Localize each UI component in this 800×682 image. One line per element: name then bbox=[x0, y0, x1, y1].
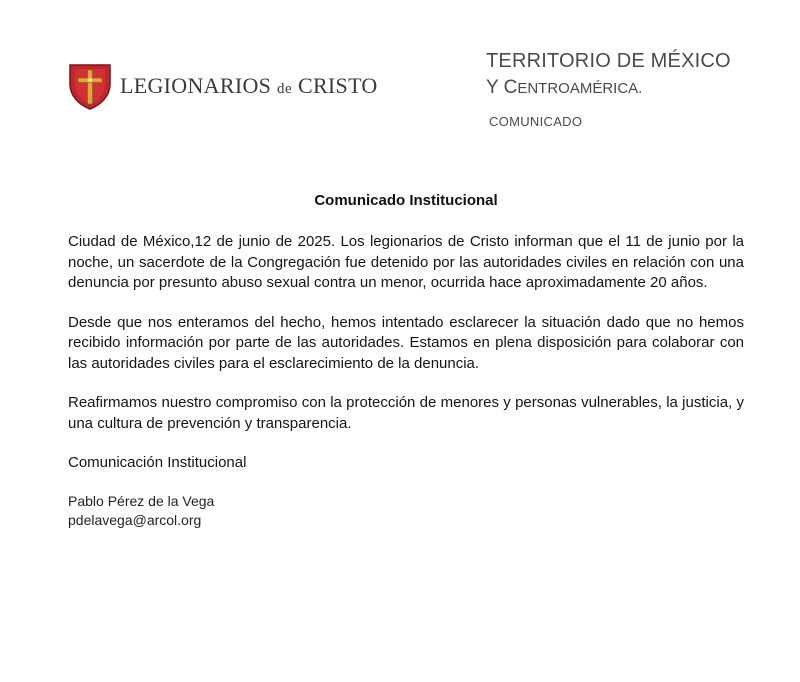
contact-email: pdelavega@arcol.org bbox=[68, 511, 202, 528]
paragraph-1: Ciudad de México,12 de junio de 2025. Los legionarios de Cristo informan que el 11 de junio por la noche, un sacerdote de la Congregación fue detenido por las autoridades civiles en relación con una denuncia por presunto abuso sexual contra un menor, ocurrida hace aproximadamente 20 años. bbox=[68, 233, 744, 291]
territory-line-2: Y CENTROAMÉRICA. bbox=[486, 77, 643, 98]
territory-heading bbox=[486, 50, 731, 129]
logo-wordmark: LEGIONARIOS de CRISTO bbox=[120, 73, 378, 98]
document-title: Comunicado Institucional bbox=[314, 192, 498, 209]
contact-name: Pablo Pérez de la Vega bbox=[68, 492, 215, 509]
paragraph-2: Desde que nos enteramos del hecho, hemos intentado esclarecer la situación dado que no hemos recibido información por parte de las autoridades. Estamos en plena disposición para colaborar con las autoridades civiles para el esclarecimiento de la denuncia. bbox=[68, 313, 744, 372]
paragraph-3: Reafirmamos nuestro compromiso con la protección de menores y personas vulnerables, la justicia, y una cultura de prevención y transparencia. bbox=[68, 394, 744, 432]
contact-block bbox=[68, 492, 744, 530]
document-body bbox=[68, 232, 744, 530]
legionarios-logo bbox=[68, 62, 378, 110]
territory-line-1: TERRITORIO DE MÉXICO bbox=[486, 50, 731, 72]
communique-label: COMUNICADO bbox=[489, 114, 583, 129]
shield-cross-icon bbox=[68, 62, 112, 110]
signature: Comunicación Institucional bbox=[68, 454, 247, 471]
